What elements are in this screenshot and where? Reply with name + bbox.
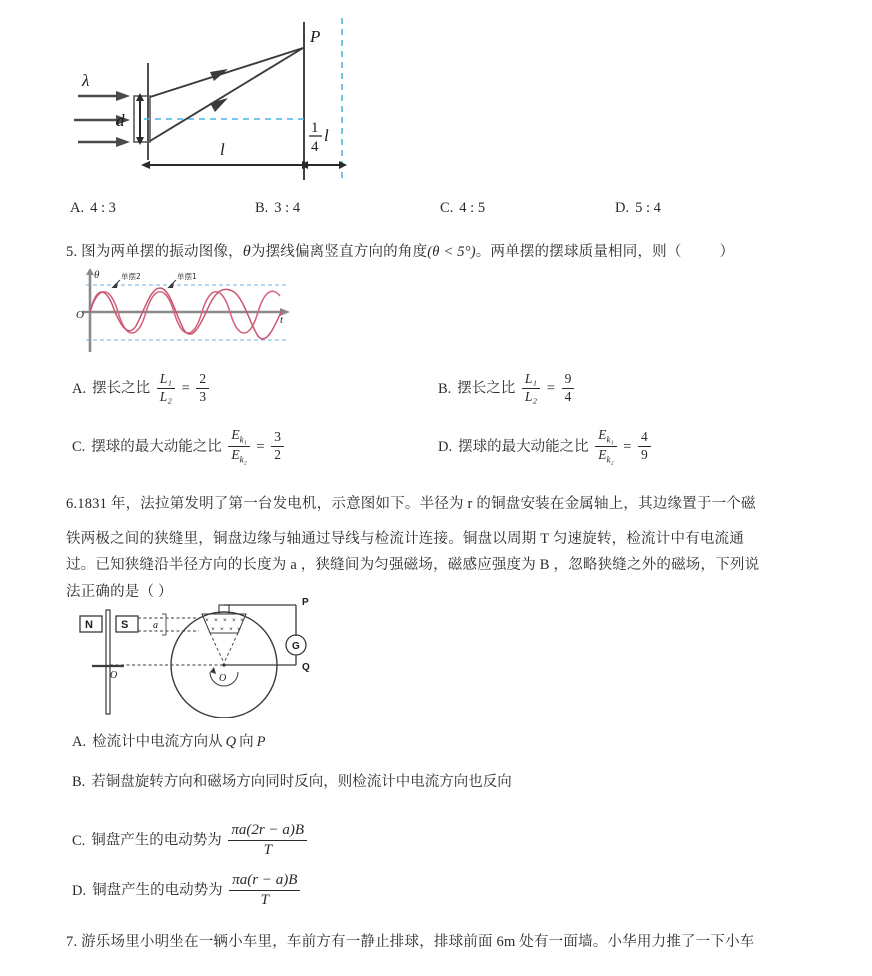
svg-text:×: ×	[237, 626, 241, 633]
option-c-q5[interactable]	[72, 428, 287, 467]
option-d-label-q5: D.	[438, 438, 453, 455]
north-pole-label: N	[85, 619, 93, 631]
distance-l-label: l	[220, 140, 225, 159]
question5-stem	[66, 240, 734, 261]
option-d-rhs-fraction-q5	[638, 429, 651, 464]
question6-stem-line4: 法正确的是（ ）	[66, 584, 173, 600]
option-c-lhs-den-q5: $E_{k_2}$	[231, 446, 247, 465]
option-d-rhs-den-q5: 9	[641, 446, 648, 462]
option-c-text-q5: 摆球的最大动能之比	[91, 438, 222, 455]
question6-stem-text1: 1831 年，法拉第发明了第一台发电机，示意图如下。半径为 r 的铜盘安装在金属轴上，其边缘置于一个磁	[77, 496, 756, 512]
option-b-label-q4: B.	[255, 200, 269, 216]
option-b-rhs-fraction-q5	[562, 371, 575, 406]
option-c-lhs-fraction-q5	[228, 427, 249, 466]
option-c-emf-fraction	[228, 821, 307, 860]
option-c-label-q5: C.	[72, 438, 86, 455]
option-b-rhs-den-q5: 4	[564, 388, 572, 404]
option-d-label-q4: D.	[615, 200, 630, 216]
option-a-rhs-num-q5: 2	[196, 371, 209, 389]
option-b-lhs-den-q5: L₂	[524, 388, 538, 404]
svg-text:×: ×	[223, 617, 227, 624]
option-d-lhs-num-q5: $E_{k_1}$	[595, 427, 616, 447]
option-c-emf-den: T	[263, 841, 272, 858]
svg-text:4: 4	[311, 139, 319, 155]
galvanometer-label: G	[292, 641, 300, 652]
question5-stem-part1: 图为两单摆的振动图像，	[81, 244, 243, 260]
option-a-rhs-den-q5: 3	[199, 388, 207, 404]
question7-stem-line1	[66, 930, 754, 951]
option-b-text-q6: 若铜盘旋转方向和磁场方向同时反向，则检流计中电流方向也反向	[91, 774, 512, 790]
svg-text:×: ×	[211, 626, 215, 633]
option-a-var-p: P	[256, 734, 266, 750]
slit-separation-label: d	[116, 111, 125, 130]
svg-text:×: ×	[220, 626, 224, 633]
quarter-l-label	[309, 120, 329, 155]
option-d-q5[interactable]	[438, 428, 654, 467]
option-a-q4[interactable]	[70, 200, 116, 217]
faraday-disk-generator-diagram	[66, 592, 366, 718]
terminal-q-label: Q	[302, 662, 310, 673]
question5-number: 5.	[66, 244, 78, 260]
gap-length-label: a	[153, 620, 158, 631]
option-d-emf-num: πa(r − a)B	[229, 871, 300, 891]
svg-text:1: 1	[311, 120, 319, 136]
option-a-lhs-num-q5: L₁	[157, 371, 175, 389]
option-a-label-q6: A.	[72, 734, 87, 750]
option-b-rhs-num-q5: 9	[562, 371, 575, 389]
option-a-text-mid-q6: 向	[239, 734, 254, 750]
option-a-label-q4: A.	[70, 200, 85, 216]
theta-condition: (θ < 5°)	[427, 244, 476, 260]
terminal-p-label: P	[302, 597, 309, 608]
field-into-page-marks	[205, 617, 244, 633]
pendulum-oscillation-graph	[68, 266, 293, 354]
rotation-arrow	[210, 667, 216, 674]
disk-center-label: O	[219, 673, 227, 684]
option-a-var-q: Q	[225, 734, 237, 750]
option-c-emf-num: πa(2r − a)B	[228, 821, 307, 841]
question6-stem-line1	[66, 492, 756, 513]
option-a-text-q5: 摆长之比	[92, 380, 151, 397]
option-d-emf-den: T	[260, 891, 269, 908]
option-c-eq-q5: =	[256, 438, 265, 455]
option-b-lhs-fraction-q5	[522, 371, 540, 406]
option-c-text-q6: 铜盘产生的电动势为	[91, 832, 222, 849]
option-c-q4[interactable]	[440, 200, 485, 217]
svg-text:×: ×	[214, 617, 218, 624]
option-d-q6[interactable]	[72, 872, 303, 911]
option-b-text-q5: 摆长之比	[457, 380, 516, 397]
theta-symbol: θ	[242, 243, 251, 260]
option-d-label-q6: D.	[72, 882, 87, 899]
option-c-rhs-den-q5: 2	[274, 446, 281, 462]
option-c-rhs-num-q5: 3	[271, 429, 284, 447]
option-b-q6[interactable]	[72, 770, 512, 791]
option-b-q4[interactable]	[255, 200, 300, 217]
option-d-rhs-num-q5: 4	[638, 429, 651, 447]
option-b-q5[interactable]	[438, 372, 577, 407]
option-b-label-q6: B.	[72, 774, 86, 790]
option-c-rhs-fraction-q5	[271, 429, 284, 464]
origin-label: O	[76, 309, 84, 321]
time-axis-label: t	[280, 314, 284, 326]
option-a-rhs-fraction-q5	[196, 371, 209, 406]
option-c-label-q6: C.	[72, 832, 86, 849]
svg-text:l: l	[324, 126, 329, 145]
option-a-text-q6: 检流计中电流方向从	[92, 734, 223, 750]
question7-stem-text1: 游乐场里小明坐在一辆小车里，车前方有一静止排球，排球前面 6m 处有一面墙。小华用力推了一下小车	[81, 934, 755, 950]
option-d-emf-fraction	[229, 871, 300, 910]
option-c-lhs-num-q5: $E_{k_1}$	[228, 427, 249, 447]
question5-stem-part4: ）	[719, 244, 735, 260]
svg-text:×: ×	[229, 626, 233, 633]
option-d-text-q6: 铜盘产生的电动势为	[92, 882, 223, 899]
option-d-text-q5: 摆球的最大动能之比	[458, 438, 589, 455]
question6-stem-line2: 铁两极之间的狭缝里，铜盘边缘与轴通过导线与检流计连接。铜盘以周期 T 匀速旋转，检流计中有电流通	[66, 531, 744, 547]
option-c-text-q4: 4 : 5	[459, 200, 486, 216]
option-d-lhs-den-q5: $E_{k_2}$	[598, 446, 614, 465]
option-b-text-q4: 3 : 4	[274, 200, 301, 216]
option-c-label-q4: C.	[440, 200, 454, 216]
option-a-lhs-den-q5: L₂	[159, 388, 172, 404]
wavelength-label: λ	[82, 71, 90, 90]
question5-stem-part3: 。两单摆的摆球质量相同，则（	[475, 244, 682, 260]
pendulum-2-label: 单摆2	[121, 272, 141, 281]
option-a-label-q5: A.	[72, 380, 87, 397]
option-b-eq-q5: =	[546, 380, 555, 397]
theta-axis-label: θ	[94, 269, 100, 281]
double-slit-interference-diagram	[60, 8, 460, 193]
axis-origin-label: O	[110, 670, 118, 681]
question6-stem-line3: 过。已知狭缝沿半径方向的长度为 a ，狭缝间为匀强磁场，磁感应强度为 B ，忽略狭缝之外的磁场，下列说	[66, 557, 760, 573]
option-b-label-q5: B.	[438, 380, 452, 397]
pendulum-1-label: 单摆1	[177, 272, 197, 281]
option-d-eq-q5: =	[623, 438, 632, 455]
svg-text:×: ×	[205, 617, 209, 624]
option-d-text-q4: 5 : 4	[635, 200, 661, 216]
option-b-lhs-num-q5: L₁	[522, 371, 540, 389]
svg-text:×: ×	[240, 617, 244, 624]
option-a-lhs-fraction-q5	[157, 371, 175, 406]
option-a-text-q4: 4 : 3	[90, 200, 116, 216]
option-c-q6[interactable]	[72, 822, 310, 861]
question5-stem-part2: 为摆线偏离竖直方向的角度	[250, 244, 428, 260]
point-p-label: P	[310, 27, 321, 46]
south-pole-label: S	[121, 619, 129, 631]
question6-number: 6.	[66, 496, 78, 512]
option-a-q6[interactable]	[72, 730, 265, 751]
option-a-eq-q5: =	[181, 380, 190, 397]
option-a-q5[interactable]	[72, 372, 212, 407]
option-d-lhs-fraction-q5	[595, 427, 616, 466]
svg-text:×: ×	[232, 617, 236, 624]
question7-number: 7.	[66, 934, 78, 950]
option-d-q4[interactable]	[615, 200, 661, 217]
